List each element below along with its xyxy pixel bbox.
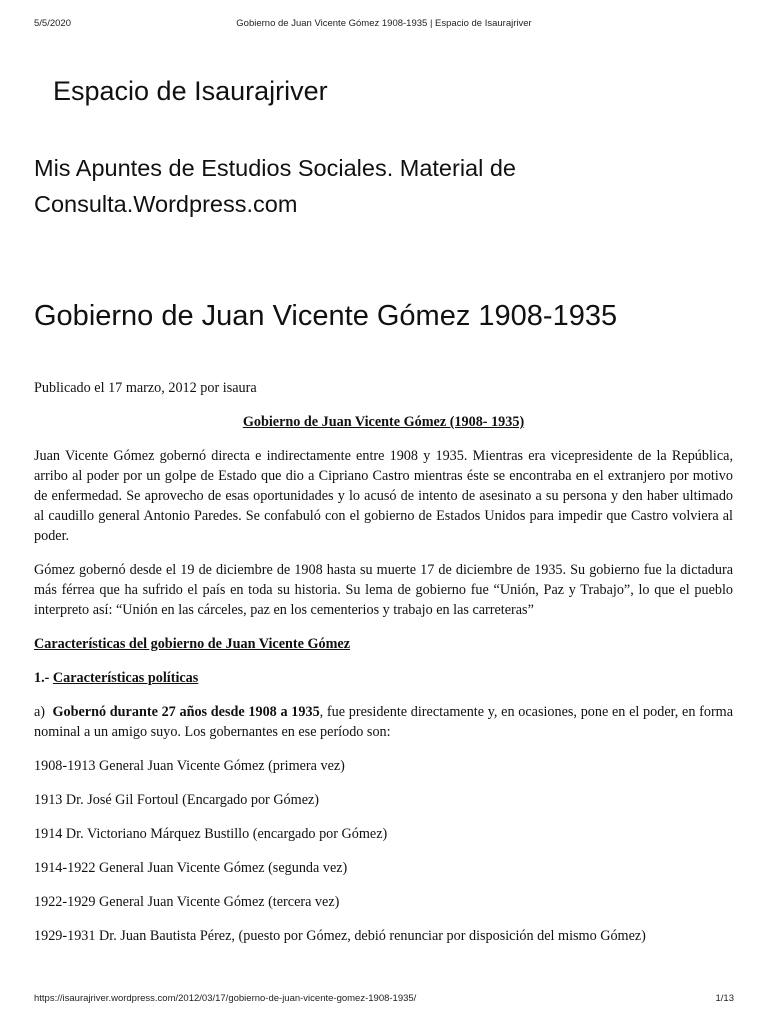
ruler-item: 1908-1913 General Juan Vicente Gómez (primera vez) (34, 758, 345, 774)
print-date: 5/5/2020 (34, 18, 71, 29)
post-author-link[interactable]: isaura (222, 380, 257, 396)
section-heading: Características del gobierno de Juan Vicente Gómez (34, 636, 351, 652)
meta-prefix: Publicado el (34, 380, 105, 396)
site-title-link[interactable]: Espacio de Isaurajriver (53, 76, 328, 106)
item-bold-text: Gobernó durante 27 años desde 1908 a 1935 (52, 704, 320, 720)
ruler-item: 1914 Dr. Victoriano Márquez Bustillo (encargado por Gómez) (34, 826, 388, 842)
post-title: Gobierno de Juan Vicente Gómez 1908-1935 (34, 300, 618, 332)
page-number: 1/13 (715, 993, 734, 1004)
item-marker: a) (34, 704, 46, 720)
subsection-heading (34, 668, 733, 688)
paragraph: Juan Vicente Gómez gobernó directa e indirectamente entre 1908 y 1935. Mientras era vicepresidente de la República, arribo al poder por un golpe de Estado que dio a Cipriano Castro mientras éste se encontraba en el extranjero por motivo de enfermedad. Se aprovecho de esas oportunidades y lo acusó de intento de asesinato a su persona y den haber ultimado al caudillo general Antonio Paredes. Se confabuló con el gobierno de Estados Unidos para impedir que Castro volviera al poder. (34, 448, 733, 544)
post-content (34, 378, 733, 960)
meta-by: por (200, 380, 220, 396)
ruler-item: 1913 Dr. José Gil Fortoul (Encargado por Gómez) (34, 792, 320, 808)
subsection-number: 1.- (34, 670, 50, 686)
post-date-link[interactable]: 17 marzo, 2012 (108, 380, 197, 396)
post-meta (34, 378, 733, 398)
paragraph: Gómez gobernó desde el 19 de diciembre de 1908 hasta su muerte 17 de diciembre de 1935. Su gobierno fue la dictadura más férrea que ha sufrido el país en toda su historia. Su lema de gobierno fue “Unión, Paz y Trabajo”, lo que el pueblo interpreto así: “Unión en las cárceles, paz en los cementerios y trabajo en las carreteras” (34, 562, 733, 618)
list-item-a (34, 702, 733, 742)
print-header (34, 18, 734, 32)
site-description: Mis Apuntes de Estudios Sociales. Material de Consulta.Wordpress.com (34, 155, 517, 217)
item-text: , fue presidente directamente y, en ocasiones, pone en el poder, en forma nominal a un amigo suyo. Los gobernantes en ese período son: (34, 704, 734, 740)
print-url: https://isaurajriver.wordpress.com/2012/03/17/gobierno-de-juan-vicente-gomez-1908-1935/ (34, 993, 417, 1004)
post-heading: Gobierno de Juan Vicente Gómez (1908- 1935) (242, 414, 525, 430)
subsection-label: Características políticas (52, 670, 199, 686)
print-page-title: Gobierno de Juan Vicente Gómez 1908-1935 | Espacio de Isaurajriver (236, 18, 532, 29)
print-footer (34, 993, 734, 1007)
ruler-item: 1914-1922 General Juan Vicente Gómez (segunda vez) (34, 860, 348, 876)
ruler-item: 1929-1931 Dr. Juan Bautista Pérez, (puesto por Gómez, debió renunciar por disposición del mismo Gómez) (34, 928, 646, 944)
ruler-item: 1922-1929 General Juan Vicente Gómez (tercera vez) (34, 894, 340, 910)
